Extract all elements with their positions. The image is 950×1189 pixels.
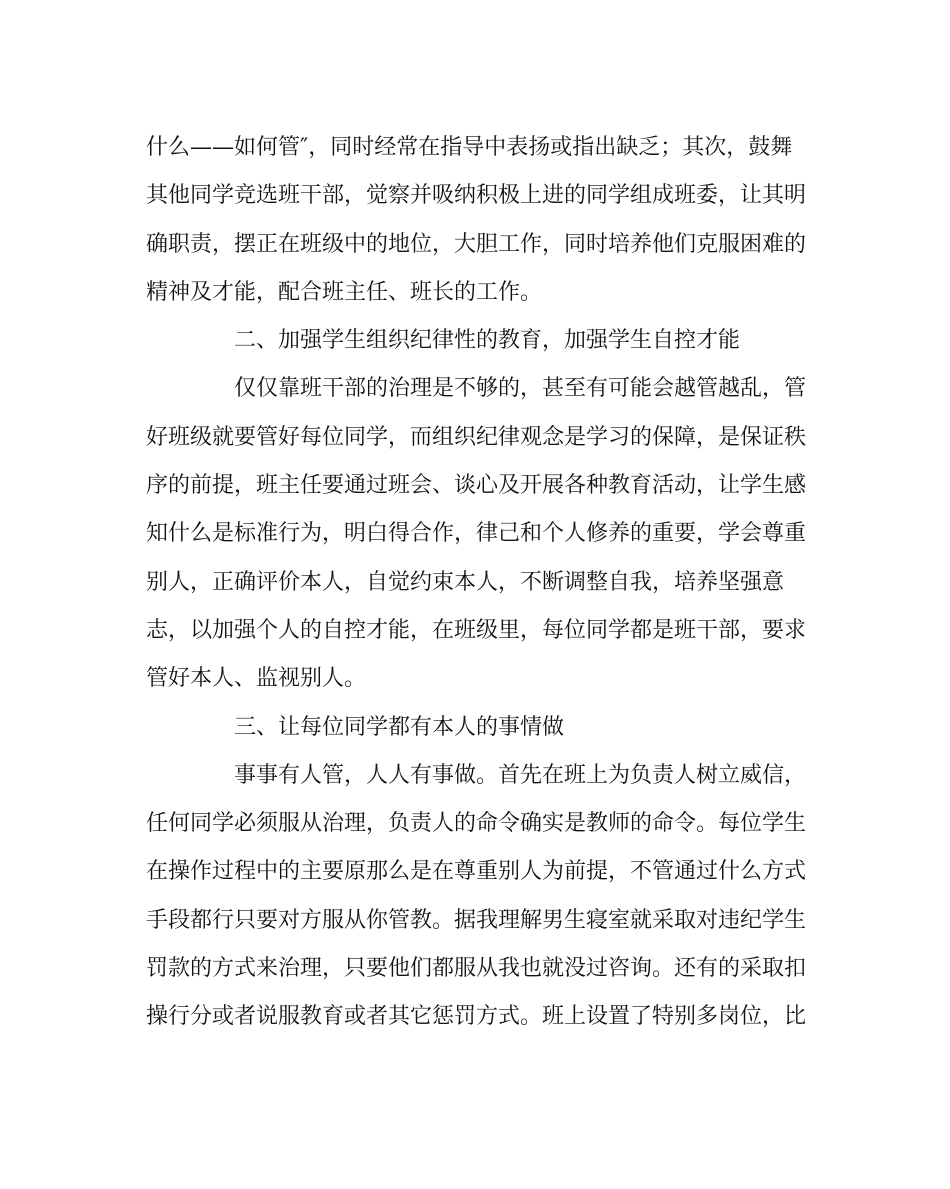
paragraph-line: 志，以加强个人的自控才能，在班级里，每位同学都是班干部，要求 bbox=[146, 617, 807, 643]
paragraph-line: 任何同学必须服从治理，负责人的命令确实是教师的命令。每位学生 bbox=[146, 811, 807, 837]
paragraph-line: 确职责，摆正在班级中的地位，大胆工作，同时培养他们克服困难的 bbox=[146, 231, 807, 257]
paragraph-line: 罚款的方式来治理，只要他们都服从我也就没过咨询。还有的采取扣 bbox=[146, 956, 807, 982]
document-body bbox=[146, 124, 806, 1042]
paragraph-line: 在操作过程中的主要原那么是在尊重别人为前提，不管通过什么方式 bbox=[146, 859, 807, 885]
paragraph-line: 什么——如何管″，同时经常在指导中表扬或指出缺乏；其次，鼓舞 bbox=[146, 135, 793, 160]
section-heading-2: 二、加强学生组织纪律性的教育，加强学生自控才能 bbox=[234, 328, 741, 354]
paragraph-line: 其他同学竞选班干部，觉察并吸纳积极上进的同学组成班委，让其明 bbox=[146, 183, 807, 209]
paragraph-line: 别人，正确评价本人，自觉约束本人，不断调整自我，培养坚强意 bbox=[146, 569, 785, 595]
paragraph-line: 序的前提，班主任要通过班会、谈心及开展各种教育活动，让学生感 bbox=[146, 473, 807, 499]
paragraph-line: 管好本人、监视别人。 bbox=[146, 666, 367, 692]
paragraph-line: 操行分或者说服教育或者其它惩罚方式。班上设置了特别多岗位，比 bbox=[146, 1004, 807, 1030]
paragraph-line: 好班级就要管好每位同学，而组织纪律观念是学习的保障，是保证秩 bbox=[146, 424, 807, 450]
paragraph-line: 手段都行只要对方服从你管教。据我理解男生寝室就采取对违纪学生 bbox=[146, 907, 807, 933]
paragraph-first-line: 仅仅靠班干部的治理是不够的，甚至有可能会越管越乱，管 bbox=[234, 376, 807, 402]
section-heading-3: 三、让每位同学都有本人的事情做 bbox=[234, 714, 565, 740]
paragraph-line: 精神及才能，配合班主任、班长的工作。 bbox=[146, 279, 543, 305]
paragraph-first-line: 事事有人管，人人有事做。首先在班上为负责人树立威信， bbox=[234, 762, 807, 788]
paragraph-line: 知什么是标准行为，明白得合作，律己和个人修养的重要，学会尊重 bbox=[146, 521, 807, 547]
